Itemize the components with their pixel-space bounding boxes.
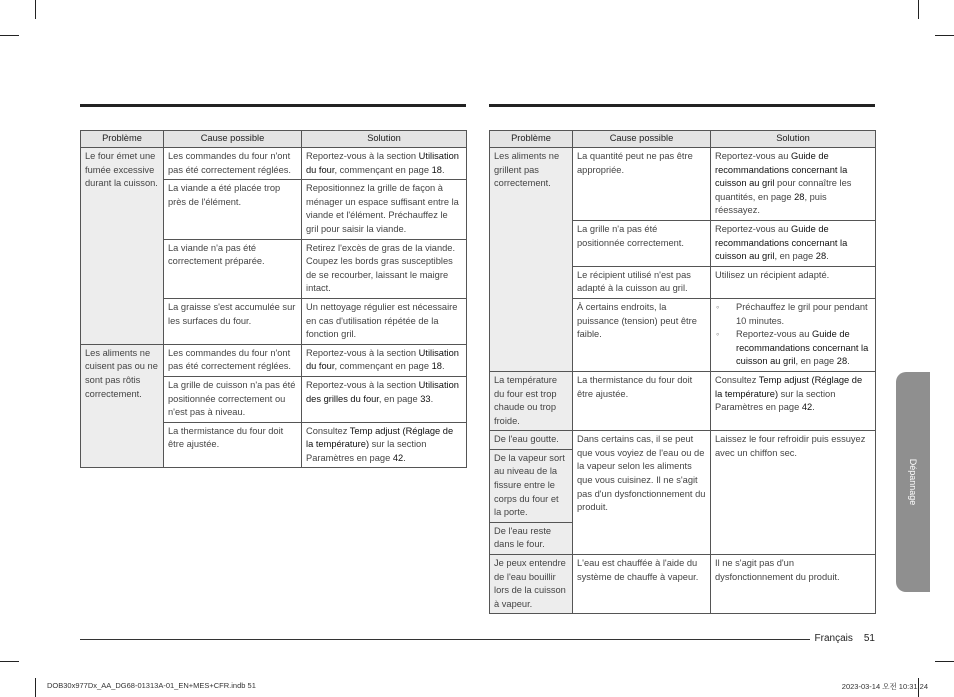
cause-cell: La thermistance du four doit être ajustée. xyxy=(573,371,711,430)
table-row xyxy=(490,555,876,614)
table-row xyxy=(490,431,876,450)
table-row xyxy=(490,148,876,221)
solution-bullet-list xyxy=(715,301,871,369)
table-row xyxy=(81,148,467,180)
section-rule-right xyxy=(489,104,875,107)
solution-cell: Reportez-vous au Guide de recommandations concernant la cuisson au gril, en page 28. xyxy=(711,220,876,266)
cause-cell: La quantité peut ne pas être appropriée. xyxy=(573,148,711,221)
solution-cell: Utilisez un récipient adapté. xyxy=(711,266,876,298)
cause-cell: Le récipient utilisé n'est pas adapté à la cuisson au gril. xyxy=(573,266,711,298)
table-header-row xyxy=(490,131,876,148)
footer-language: Français xyxy=(814,633,853,644)
cause-cell: Les commandes du four n'ont pas été correctement réglées. xyxy=(164,344,302,376)
table-header-row xyxy=(81,131,467,148)
solution-cell: Consultez Temp adjust (Réglage de la température) sur la section Paramètres en page 42. xyxy=(302,422,467,468)
crop-mark xyxy=(35,678,36,697)
crop-mark xyxy=(918,0,919,19)
header-cause: Cause possible xyxy=(164,131,302,148)
cause-cell: À certains endroits, la puissance (tension) peut être faible. xyxy=(573,298,711,371)
header-cause: Cause possible xyxy=(573,131,711,148)
troubleshooting-table-left xyxy=(80,130,467,468)
page-number: 51 xyxy=(863,633,875,644)
table-row xyxy=(490,371,876,430)
cause-cell: La viande a été placée trop près de l'élément. xyxy=(164,180,302,239)
page-footer xyxy=(815,633,875,644)
problem-cell: De l'eau reste dans le four. xyxy=(490,522,573,554)
troubleshooting-table-right xyxy=(489,130,876,614)
solution-cell: Reportez-vous à la section Utilisation du four, commençant en page 18. xyxy=(302,344,467,376)
problem-cell: Le four émet une fumée excessive durant la cuisson. xyxy=(81,148,164,345)
crop-mark xyxy=(935,35,954,36)
header-solution: Solution xyxy=(302,131,467,148)
problem-cell: Je peux entendre de l'eau bouillir lors de la cuisson à vapeur. xyxy=(490,555,573,614)
table-row xyxy=(81,344,467,376)
section-side-tab-label: Dépannage xyxy=(908,458,918,506)
header-problem: Problème xyxy=(81,131,164,148)
crop-mark xyxy=(935,661,954,662)
print-slug-timestamp: 2023-03-14 오전 10:31:24 xyxy=(841,682,928,691)
header-solution: Solution xyxy=(711,131,876,148)
solution-cell: Reportez-vous à la section Utilisation des grilles du four, en page 33. xyxy=(302,376,467,422)
cause-cell: La viande n'a pas été correctement préparée. xyxy=(164,239,302,298)
cause-cell: La grille de cuisson n'a pas été positionnée correctement ou n'est pas à niveau. xyxy=(164,376,302,422)
crop-mark xyxy=(35,0,36,19)
solution-cell: Retirez l'excès de gras de la viande. Coupez les bords gras susceptibles de se recourber, laissant le maigre intact. xyxy=(302,239,467,298)
footer-rule xyxy=(80,639,810,640)
cause-cell: Les commandes du four n'ont pas été correctement réglées. xyxy=(164,148,302,180)
problem-cell: De la vapeur sort au niveau de la fissure entre le corps du four et la porte. xyxy=(490,449,573,522)
problem-cell: La température du four est trop chaude ou trop froide. xyxy=(490,371,573,430)
cause-cell: La graisse s'est accumulée sur les surfaces du four. xyxy=(164,298,302,344)
list-item: ◦ Préchauffez le gril pour pendant 10 minutes. xyxy=(715,301,871,328)
cause-cell: La grille n'a pas été positionnée correctement. xyxy=(573,220,711,266)
solution-cell: Reportez-vous à la section Utilisation du four, commençant en page 18. xyxy=(302,148,467,180)
cause-cell: Dans certains cas, il se peut que vous voyiez de l'eau ou de la vapeur selon les aliments que vous cuisinez. Il ne s'agit pas d'un dysfonctionnement du produit. xyxy=(573,431,711,555)
print-slug-file: DOB30x977Dx_AA_DG68-01313A-01_EN+MES+CFR.indb 51 xyxy=(47,681,256,690)
solution-cell: Laissez le four refroidir puis essuyez avec un chiffon sec. xyxy=(711,431,876,555)
header-problem: Problème xyxy=(490,131,573,148)
solution-cell: Repositionnez la grille de façon à ménager un espace suffisant entre la viande et l'élément. Préchauffez le gril pour saisir la viande. xyxy=(302,180,467,239)
solution-cell: Il ne s'agit pas d'un dysfonctionnement du produit. xyxy=(711,555,876,614)
problem-cell: Les aliments ne grillent pas correctement. xyxy=(490,148,573,372)
problem-cell: Les aliments ne cuisent pas ou ne sont pas rôtis correctement. xyxy=(81,344,164,468)
solution-cell: Reportez-vous au Guide de recommandations concernant la cuisson au gril pour connaître les quantités, en page 28, puis réessayez. xyxy=(711,148,876,221)
solution-cell: Consultez Temp adjust (Réglage de la température) sur la section Paramètres en page 42. xyxy=(711,371,876,430)
section-side-tab xyxy=(896,372,930,592)
solution-cell xyxy=(711,298,876,371)
solution-cell: Un nettoyage régulier est nécessaire en cas d'utilisation répétée de la fonction gril. xyxy=(302,298,467,344)
crop-mark xyxy=(0,35,19,36)
section-rule-left xyxy=(80,104,466,107)
cause-cell: L'eau est chauffée à l'aide du système de chauffe à vapeur. xyxy=(573,555,711,614)
problem-cell: De l'eau goutte. xyxy=(490,431,573,450)
cause-cell: La thermistance du four doit être ajustée. xyxy=(164,422,302,468)
crop-mark xyxy=(0,661,19,662)
list-item: ◦ Reportez-vous au Guide de recommandations concernant la cuisson au gril, en page 28. xyxy=(715,328,871,369)
